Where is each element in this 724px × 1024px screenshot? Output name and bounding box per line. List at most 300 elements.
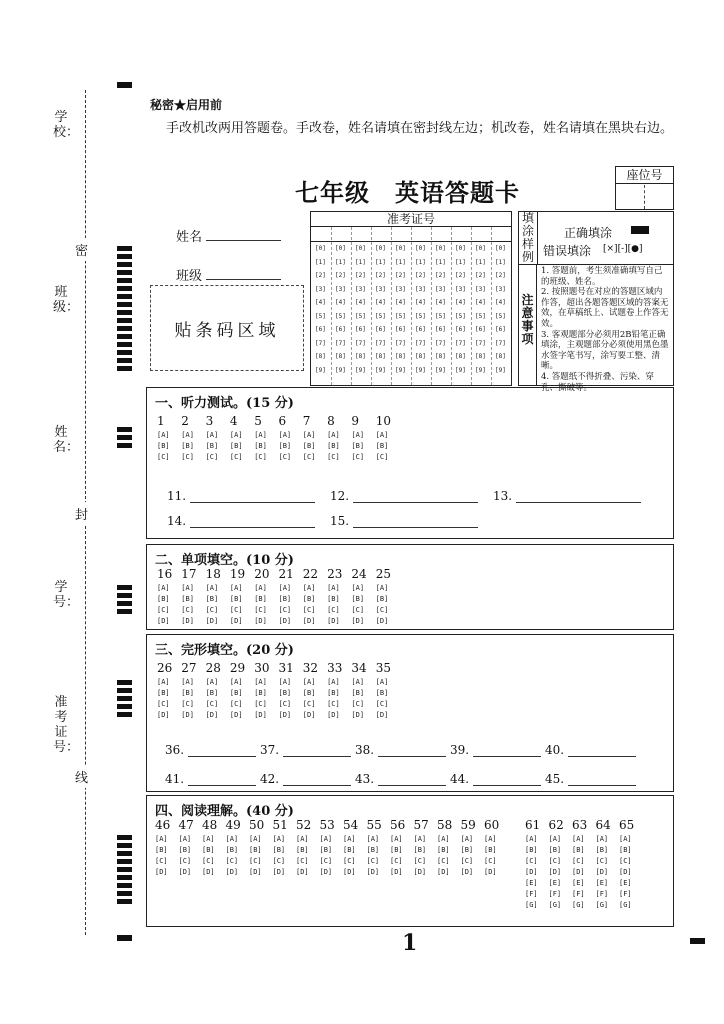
- option-bubble[interactable]: [D]: [157, 617, 170, 625]
- option-bubble[interactable]: [F]: [619, 890, 632, 898]
- option-bubble[interactable]: [C]: [229, 453, 243, 461]
- option-bubble[interactable]: [F]: [525, 890, 538, 898]
- digit-bubble[interactable]: [6]: [415, 326, 426, 333]
- option-bubble[interactable]: [A]: [366, 835, 380, 843]
- digit-bubble[interactable]: [5]: [455, 312, 466, 320]
- option-bubble[interactable]: [D]: [619, 868, 632, 876]
- option-bubble[interactable]: [D]: [155, 868, 168, 876]
- option-bubble[interactable]: [C]: [302, 700, 316, 708]
- option-bubble[interactable]: [C]: [254, 700, 267, 708]
- option-bubble[interactable]: [B]: [484, 846, 497, 854]
- blank-line[interactable]: [353, 490, 478, 503]
- option-bubble[interactable]: [C]: [351, 606, 365, 614]
- digit-bubble[interactable]: [3]: [335, 285, 346, 293]
- option-bubble[interactable]: [E]: [595, 879, 609, 887]
- option-bubble[interactable]: [B]: [205, 595, 219, 603]
- option-bubble[interactable]: [D]: [413, 868, 427, 876]
- digit-bubble[interactable]: [5]: [335, 312, 346, 320]
- option-bubble[interactable]: [B]: [351, 689, 365, 697]
- option-bubble[interactable]: [D]: [525, 868, 538, 876]
- option-bubble[interactable]: [C]: [229, 700, 243, 708]
- option-bubble[interactable]: [C]: [460, 857, 474, 865]
- option-bubble[interactable]: [C]: [157, 606, 170, 614]
- digit-bubble[interactable]: [1]: [415, 258, 426, 266]
- digit-bubble[interactable]: [5]: [315, 312, 326, 320]
- option-bubble[interactable]: [D]: [254, 711, 267, 719]
- digit-bubble[interactable]: [3]: [375, 285, 386, 293]
- option-bubble[interactable]: [D]: [157, 711, 170, 719]
- digit-bubble[interactable]: [3]: [315, 285, 326, 293]
- option-bubble[interactable]: [B]: [548, 846, 562, 854]
- digit-bubble[interactable]: [3]: [435, 285, 446, 293]
- digit-bubble[interactable]: [7]: [415, 339, 426, 347]
- option-bubble[interactable]: [B]: [278, 442, 292, 450]
- option-bubble[interactable]: [B]: [249, 846, 262, 854]
- digit-bubble[interactable]: [7]: [495, 339, 506, 347]
- option-bubble[interactable]: [D]: [351, 617, 365, 625]
- digit-bubble[interactable]: [7]: [455, 339, 466, 347]
- answer-blank[interactable]: [167, 489, 315, 503]
- option-bubble[interactable]: [C]: [181, 453, 194, 461]
- option-bubble[interactable]: [C]: [525, 857, 538, 865]
- class-field[interactable]: [176, 265, 281, 284]
- digit-bubble[interactable]: [7]: [435, 339, 446, 347]
- option-bubble[interactable]: [B]: [157, 595, 170, 603]
- option-bubble[interactable]: [C]: [178, 857, 192, 865]
- option-bubble[interactable]: [A]: [225, 835, 239, 843]
- blank-line[interactable]: [283, 773, 351, 786]
- digit-bubble[interactable]: [8]: [395, 353, 406, 360]
- option-bubble[interactable]: [B]: [202, 846, 215, 854]
- option-bubble[interactable]: [D]: [249, 868, 262, 876]
- digit-bubble[interactable]: [6]: [455, 326, 466, 333]
- option-bubble[interactable]: [A]: [302, 584, 316, 592]
- option-bubble[interactable]: [C]: [343, 857, 356, 865]
- option-bubble[interactable]: [B]: [278, 689, 292, 697]
- option-bubble[interactable]: [D]: [319, 868, 333, 876]
- option-bubble[interactable]: [D]: [229, 617, 243, 625]
- digit-bubble[interactable]: [4]: [395, 299, 406, 306]
- option-bubble[interactable]: [A]: [343, 835, 356, 843]
- option-bubble[interactable]: [B]: [437, 846, 450, 854]
- option-bubble[interactable]: [D]: [375, 617, 389, 625]
- option-bubble[interactable]: [B]: [327, 689, 340, 697]
- digit-bubble[interactable]: [5]: [475, 312, 486, 320]
- option-bubble[interactable]: [B]: [302, 595, 316, 603]
- option-bubble[interactable]: [A]: [413, 835, 427, 843]
- option-bubble[interactable]: [A]: [181, 431, 194, 439]
- option-bubble[interactable]: [A]: [254, 678, 267, 686]
- option-bubble[interactable]: [D]: [202, 868, 215, 876]
- option-bubble[interactable]: [B]: [181, 689, 194, 697]
- option-bubble[interactable]: [C]: [272, 857, 286, 865]
- digit-bubble[interactable]: [8]: [475, 353, 486, 360]
- option-bubble[interactable]: [C]: [296, 857, 309, 865]
- option-bubble[interactable]: [D]: [572, 868, 585, 876]
- answer-blank[interactable]: [260, 743, 351, 757]
- option-bubble[interactable]: [C]: [327, 453, 340, 461]
- digit-bubble[interactable]: [4]: [375, 299, 386, 306]
- digit-bubble[interactable]: [4]: [355, 299, 366, 306]
- digit-bubble[interactable]: [5]: [375, 312, 386, 320]
- digit-bubble[interactable]: [8]: [355, 353, 366, 360]
- digit-bubble[interactable]: [7]: [335, 339, 346, 347]
- option-bubble[interactable]: [A]: [619, 835, 632, 843]
- option-bubble[interactable]: [A]: [229, 431, 243, 439]
- name-field[interactable]: [176, 226, 281, 245]
- option-bubble[interactable]: [D]: [302, 617, 316, 625]
- digit-bubble[interactable]: [3]: [475, 285, 486, 293]
- digit-bubble[interactable]: [4]: [435, 299, 446, 306]
- option-bubble[interactable]: [C]: [572, 857, 585, 865]
- blank-line[interactable]: [568, 744, 636, 757]
- option-bubble[interactable]: [A]: [155, 835, 168, 843]
- answer-blank[interactable]: [165, 772, 256, 786]
- digit-bubble[interactable]: [5]: [395, 312, 406, 320]
- option-bubble[interactable]: [B]: [254, 689, 267, 697]
- digit-bubble[interactable]: [5]: [435, 312, 446, 320]
- option-bubble[interactable]: [D]: [278, 617, 292, 625]
- option-bubble[interactable]: [B]: [205, 442, 219, 450]
- option-bubble[interactable]: [B]: [229, 689, 243, 697]
- option-bubble[interactable]: [A]: [302, 431, 316, 439]
- option-bubble[interactable]: [B]: [229, 442, 243, 450]
- answer-blank[interactable]: [493, 489, 641, 503]
- digit-bubble[interactable]: [0]: [475, 245, 486, 252]
- digit-bubble[interactable]: [2]: [435, 272, 446, 279]
- option-bubble[interactable]: [A]: [319, 835, 333, 843]
- answer-blank[interactable]: [355, 772, 446, 786]
- option-bubble[interactable]: [D]: [351, 711, 365, 719]
- option-bubble[interactable]: [C]: [366, 857, 380, 865]
- option-bubble[interactable]: [D]: [375, 711, 389, 719]
- option-bubble[interactable]: [A]: [181, 678, 194, 686]
- option-bubble[interactable]: [A]: [272, 835, 286, 843]
- option-bubble[interactable]: [B]: [181, 442, 194, 450]
- option-bubble[interactable]: [A]: [278, 584, 292, 592]
- answer-blank[interactable]: [545, 772, 636, 786]
- digit-bubble[interactable]: [7]: [355, 339, 366, 347]
- digit-bubble[interactable]: [5]: [495, 312, 506, 320]
- option-bubble[interactable]: [C]: [157, 453, 170, 461]
- option-bubble[interactable]: [B]: [413, 846, 427, 854]
- option-bubble[interactable]: [D]: [595, 868, 609, 876]
- digit-bubble[interactable]: [9]: [415, 366, 426, 374]
- digit-bubble[interactable]: [9]: [335, 366, 346, 374]
- option-bubble[interactable]: [B]: [351, 595, 365, 603]
- option-bubble[interactable]: [D]: [205, 617, 219, 625]
- option-bubble[interactable]: [D]: [343, 868, 356, 876]
- option-bubble[interactable]: [B]: [302, 689, 316, 697]
- blank-line[interactable]: [378, 744, 446, 757]
- option-bubble[interactable]: [D]: [229, 711, 243, 719]
- option-bubble[interactable]: [A]: [375, 678, 389, 686]
- option-bubble[interactable]: [C]: [390, 857, 403, 865]
- digit-bubble[interactable]: [1]: [335, 258, 346, 266]
- option-bubble[interactable]: [A]: [390, 835, 403, 843]
- option-bubble[interactable]: [E]: [548, 879, 562, 887]
- option-bubble[interactable]: [C]: [375, 700, 389, 708]
- option-bubble[interactable]: [C]: [413, 857, 427, 865]
- option-bubble[interactable]: [G]: [525, 901, 538, 909]
- option-bubble[interactable]: [C]: [181, 700, 194, 708]
- option-bubble[interactable]: [C]: [375, 453, 389, 461]
- option-bubble[interactable]: [E]: [572, 879, 585, 887]
- digit-bubble[interactable]: [8]: [315, 353, 326, 360]
- digit-bubble[interactable]: [5]: [355, 312, 366, 320]
- digit-bubble[interactable]: [9]: [435, 366, 446, 374]
- option-bubble[interactable]: [A]: [437, 835, 450, 843]
- option-bubble[interactable]: [A]: [205, 678, 219, 686]
- option-bubble[interactable]: [A]: [572, 835, 585, 843]
- option-bubble[interactable]: [B]: [375, 442, 389, 450]
- digit-bubble[interactable]: [9]: [375, 366, 386, 374]
- option-bubble[interactable]: [B]: [327, 442, 340, 450]
- option-bubble[interactable]: [A]: [254, 584, 267, 592]
- option-bubble[interactable]: [A]: [375, 584, 389, 592]
- option-bubble[interactable]: [B]: [595, 846, 609, 854]
- option-bubble[interactable]: [D]: [205, 711, 219, 719]
- option-bubble[interactable]: [B]: [157, 442, 170, 450]
- option-bubble[interactable]: [A]: [254, 431, 267, 439]
- blank-line[interactable]: [190, 490, 315, 503]
- digit-bubble[interactable]: [1]: [495, 258, 506, 266]
- answer-blank[interactable]: [450, 743, 541, 757]
- blank-line[interactable]: [473, 773, 541, 786]
- option-bubble[interactable]: [C]: [302, 453, 316, 461]
- option-bubble[interactable]: [B]: [619, 846, 632, 854]
- option-bubble[interactable]: [C]: [225, 857, 239, 865]
- digit-bubble[interactable]: [1]: [315, 258, 326, 266]
- option-bubble[interactable]: [G]: [595, 901, 609, 909]
- answer-blank[interactable]: [167, 514, 315, 528]
- answer-blank[interactable]: [330, 514, 478, 528]
- digit-bubble[interactable]: [1]: [455, 258, 466, 266]
- option-bubble[interactable]: [D]: [366, 868, 380, 876]
- option-bubble[interactable]: [B]: [572, 846, 585, 854]
- digit-bubble[interactable]: [3]: [455, 285, 466, 293]
- option-bubble[interactable]: [B]: [366, 846, 380, 854]
- digit-bubble[interactable]: [6]: [435, 326, 446, 333]
- option-bubble[interactable]: [A]: [327, 678, 340, 686]
- digit-bubble[interactable]: [2]: [375, 272, 386, 279]
- option-bubble[interactable]: [C]: [351, 453, 365, 461]
- digit-bubble[interactable]: [1]: [355, 258, 366, 266]
- option-bubble[interactable]: [B]: [296, 846, 309, 854]
- option-bubble[interactable]: [B]: [375, 595, 389, 603]
- answer-blank[interactable]: [355, 743, 446, 757]
- digit-bubble[interactable]: [4]: [415, 299, 426, 306]
- option-bubble[interactable]: [B]: [302, 442, 316, 450]
- option-bubble[interactable]: [A]: [157, 431, 170, 439]
- option-bubble[interactable]: [C]: [484, 857, 497, 865]
- digit-bubble[interactable]: [4]: [455, 299, 466, 306]
- digit-bubble[interactable]: [0]: [355, 245, 366, 252]
- option-bubble[interactable]: [A]: [157, 678, 170, 686]
- option-bubble[interactable]: [B]: [327, 595, 340, 603]
- option-bubble[interactable]: [C]: [351, 700, 365, 708]
- option-bubble[interactable]: [F]: [548, 890, 562, 898]
- blank-line[interactable]: [188, 744, 256, 757]
- option-bubble[interactable]: [A]: [178, 835, 192, 843]
- option-bubble[interactable]: [A]: [181, 584, 194, 592]
- option-bubble[interactable]: [A]: [484, 835, 497, 843]
- option-bubble[interactable]: [A]: [525, 835, 538, 843]
- option-bubble[interactable]: [A]: [302, 678, 316, 686]
- digit-bubble[interactable]: [3]: [355, 285, 366, 293]
- digit-bubble[interactable]: [7]: [475, 339, 486, 347]
- option-bubble[interactable]: [A]: [202, 835, 215, 843]
- option-bubble[interactable]: [C]: [319, 857, 333, 865]
- option-bubble[interactable]: [A]: [351, 431, 365, 439]
- option-bubble[interactable]: [B]: [178, 846, 192, 854]
- option-bubble[interactable]: [D]: [437, 868, 450, 876]
- digit-bubble[interactable]: [6]: [335, 326, 346, 333]
- digit-bubble[interactable]: [8]: [415, 353, 426, 360]
- blank-line[interactable]: [473, 744, 541, 757]
- option-bubble[interactable]: [A]: [375, 431, 389, 439]
- digit-bubble[interactable]: [8]: [375, 353, 386, 360]
- option-bubble[interactable]: [C]: [205, 453, 219, 461]
- digit-bubble[interactable]: [1]: [395, 258, 406, 266]
- option-bubble[interactable]: [B]: [272, 846, 286, 854]
- option-bubble[interactable]: [A]: [278, 431, 292, 439]
- option-bubble[interactable]: [D]: [278, 711, 292, 719]
- digit-bubble[interactable]: [7]: [375, 339, 386, 347]
- digit-bubble[interactable]: [0]: [375, 245, 386, 252]
- option-bubble[interactable]: [B]: [225, 846, 239, 854]
- option-bubble[interactable]: [B]: [181, 595, 194, 603]
- option-bubble[interactable]: [C]: [619, 857, 632, 865]
- option-bubble[interactable]: [B]: [229, 595, 243, 603]
- digit-bubble[interactable]: [4]: [475, 299, 486, 306]
- option-bubble[interactable]: [A]: [229, 584, 243, 592]
- digit-bubble[interactable]: [8]: [455, 353, 466, 360]
- digit-bubble[interactable]: [7]: [315, 339, 326, 347]
- option-bubble[interactable]: [A]: [278, 678, 292, 686]
- option-bubble[interactable]: [D]: [272, 868, 286, 876]
- answer-blank[interactable]: [545, 743, 636, 757]
- digit-bubble[interactable]: [2]: [315, 272, 326, 279]
- option-bubble[interactable]: [D]: [254, 617, 267, 625]
- digit-bubble[interactable]: [8]: [495, 353, 506, 360]
- digit-bubble[interactable]: [2]: [455, 272, 466, 279]
- digit-bubble[interactable]: [4]: [315, 299, 326, 306]
- digit-bubble[interactable]: [2]: [475, 272, 486, 279]
- option-bubble[interactable]: [A]: [327, 431, 340, 439]
- digit-bubble[interactable]: [7]: [395, 339, 406, 347]
- digit-bubble[interactable]: [1]: [435, 258, 446, 266]
- digit-bubble[interactable]: [0]: [315, 245, 326, 252]
- blank-line[interactable]: [516, 490, 641, 503]
- digit-bubble[interactable]: [0]: [495, 245, 506, 252]
- digit-bubble[interactable]: [6]: [315, 326, 326, 333]
- option-bubble[interactable]: [C]: [249, 857, 262, 865]
- option-bubble[interactable]: [G]: [619, 901, 632, 909]
- digit-bubble[interactable]: [2]: [415, 272, 426, 279]
- option-bubble[interactable]: [B]: [254, 442, 267, 450]
- option-bubble[interactable]: [A]: [229, 678, 243, 686]
- option-bubble[interactable]: [D]: [181, 711, 194, 719]
- option-bubble[interactable]: [A]: [296, 835, 309, 843]
- digit-bubble[interactable]: [9]: [315, 366, 326, 374]
- digit-bubble[interactable]: [6]: [395, 326, 406, 333]
- digit-bubble[interactable]: [5]: [415, 312, 426, 320]
- digit-bubble[interactable]: [4]: [495, 299, 506, 306]
- option-bubble[interactable]: [F]: [595, 890, 609, 898]
- blank-line[interactable]: [568, 773, 636, 786]
- digit-bubble[interactable]: [6]: [375, 326, 386, 333]
- digit-bubble[interactable]: [9]: [475, 366, 486, 374]
- option-bubble[interactable]: [E]: [525, 879, 538, 887]
- option-bubble[interactable]: [B]: [254, 595, 267, 603]
- digit-bubble[interactable]: [6]: [495, 326, 506, 333]
- option-bubble[interactable]: [C]: [278, 453, 292, 461]
- digit-bubble[interactable]: [6]: [355, 326, 366, 333]
- option-bubble[interactable]: [C]: [205, 700, 219, 708]
- option-bubble[interactable]: [B]: [351, 442, 365, 450]
- digit-bubble[interactable]: [2]: [495, 272, 506, 279]
- blank-line[interactable]: [190, 515, 315, 528]
- digit-bubble[interactable]: [4]: [335, 299, 346, 306]
- digit-bubble[interactable]: [9]: [355, 366, 366, 374]
- digit-bubble[interactable]: [2]: [355, 272, 366, 279]
- option-bubble[interactable]: [C]: [254, 453, 267, 461]
- blank-line[interactable]: [188, 773, 256, 786]
- option-bubble[interactable]: [A]: [249, 835, 262, 843]
- option-bubble[interactable]: [E]: [619, 879, 632, 887]
- option-bubble[interactable]: [D]: [181, 617, 194, 625]
- blank-line[interactable]: [353, 515, 478, 528]
- digit-bubble[interactable]: [2]: [395, 272, 406, 279]
- option-bubble[interactable]: [A]: [460, 835, 474, 843]
- option-bubble[interactable]: [B]: [157, 689, 170, 697]
- option-bubble[interactable]: [D]: [327, 711, 340, 719]
- option-bubble[interactable]: [A]: [327, 584, 340, 592]
- digit-bubble[interactable]: [0]: [335, 245, 346, 252]
- digit-bubble[interactable]: [3]: [415, 285, 426, 293]
- digit-bubble[interactable]: [1]: [375, 258, 386, 266]
- option-bubble[interactable]: [A]: [205, 431, 219, 439]
- answer-blank[interactable]: [260, 772, 351, 786]
- option-bubble[interactable]: [C]: [375, 606, 389, 614]
- option-bubble[interactable]: [C]: [202, 857, 215, 865]
- option-bubble[interactable]: [C]: [181, 606, 194, 614]
- digit-bubble[interactable]: [8]: [335, 353, 346, 360]
- option-bubble[interactable]: [C]: [437, 857, 450, 865]
- option-bubble[interactable]: [C]: [155, 857, 168, 865]
- option-bubble[interactable]: [A]: [595, 835, 609, 843]
- digit-bubble[interactable]: [0]: [455, 245, 466, 252]
- option-bubble[interactable]: [A]: [351, 678, 365, 686]
- option-bubble[interactable]: [A]: [157, 584, 170, 592]
- option-bubble[interactable]: [G]: [548, 901, 562, 909]
- digit-bubble[interactable]: [6]: [475, 326, 486, 333]
- option-bubble[interactable]: [C]: [205, 606, 219, 614]
- option-bubble[interactable]: [C]: [595, 857, 609, 865]
- option-bubble[interactable]: [B]: [390, 846, 403, 854]
- option-bubble[interactable]: [A]: [351, 584, 365, 592]
- digit-bubble[interactable]: [3]: [495, 285, 506, 293]
- option-bubble[interactable]: [B]: [155, 846, 168, 854]
- digit-bubble[interactable]: [0]: [395, 245, 406, 252]
- digit-bubble[interactable]: [9]: [455, 366, 466, 374]
- blank-line[interactable]: [378, 773, 446, 786]
- option-bubble[interactable]: [B]: [278, 595, 292, 603]
- option-bubble[interactable]: [C]: [278, 606, 292, 614]
- option-bubble[interactable]: [C]: [302, 606, 316, 614]
- option-bubble[interactable]: [B]: [343, 846, 356, 854]
